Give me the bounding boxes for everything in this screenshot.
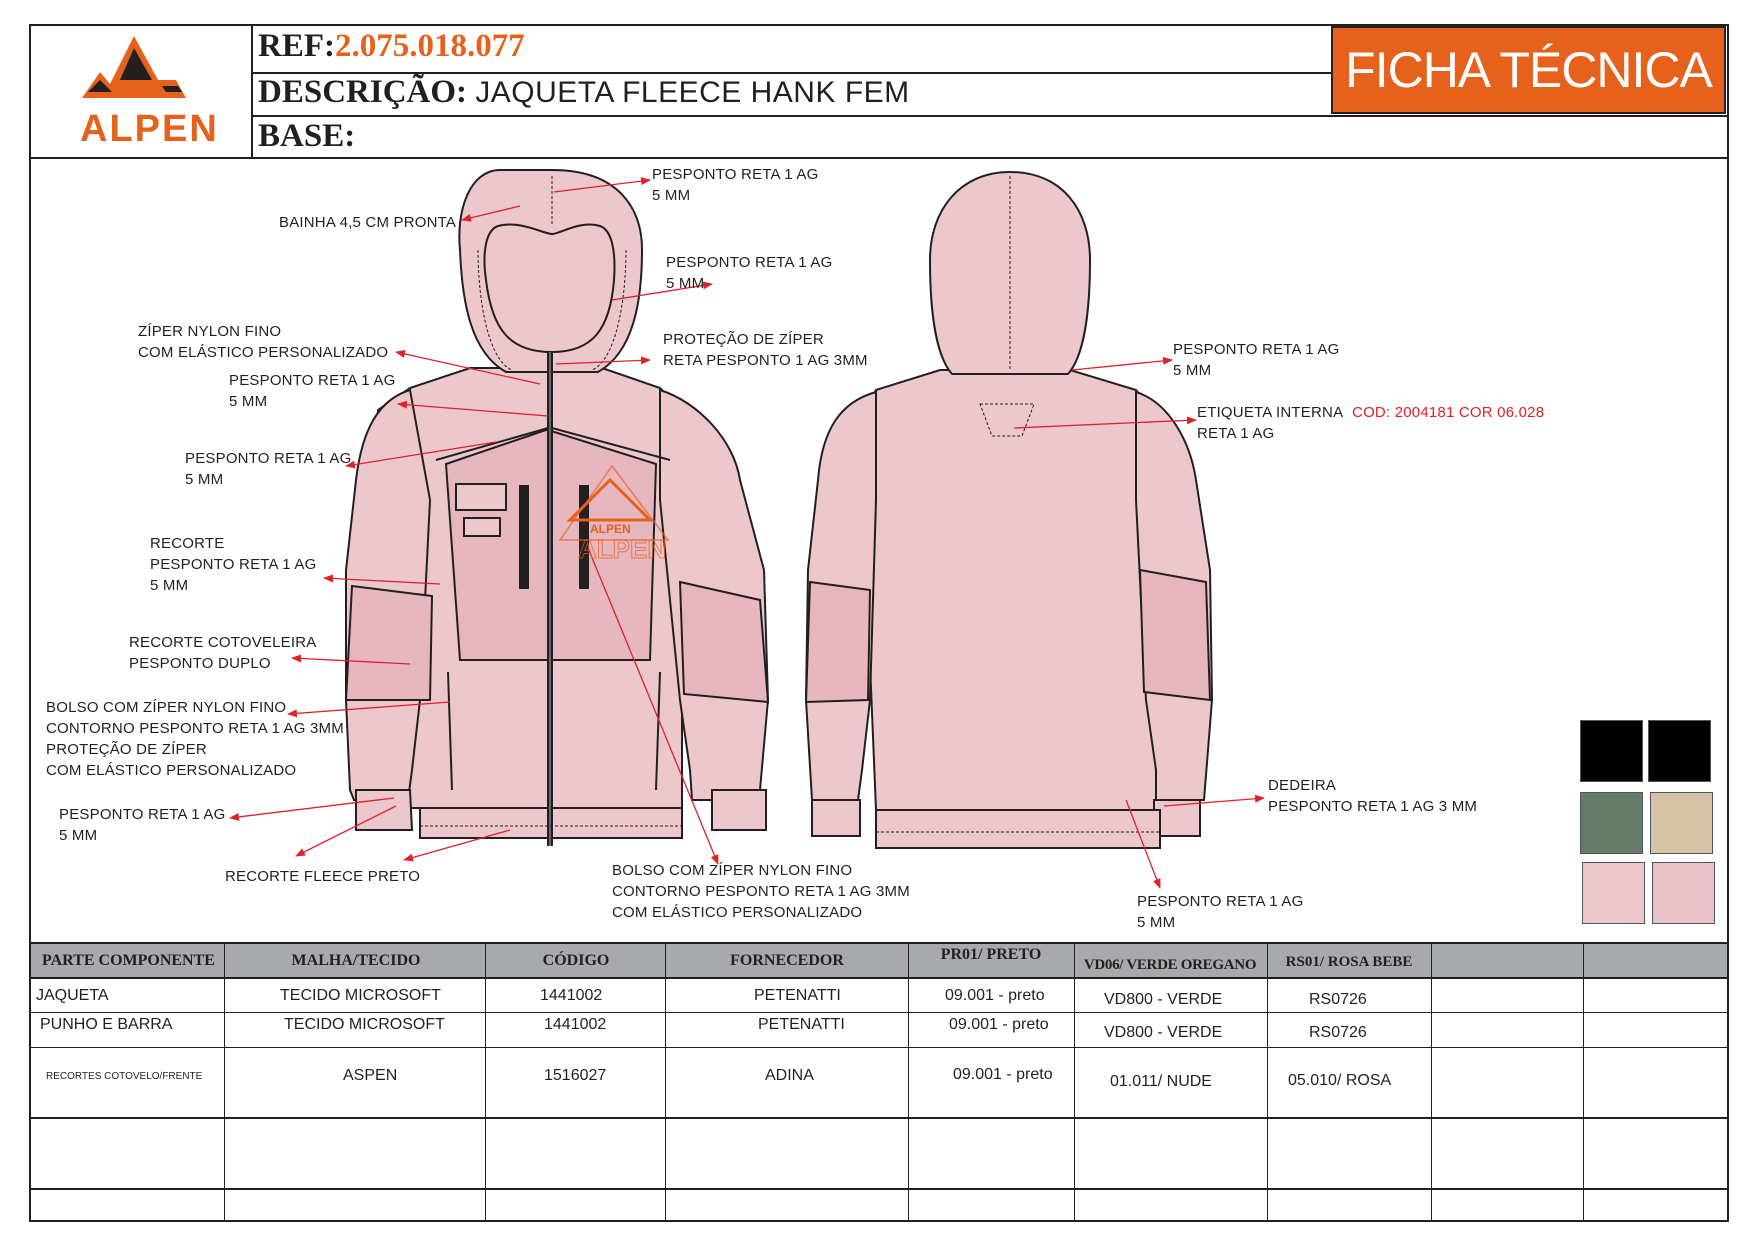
cell-r3-malha: ASPEN: [343, 1067, 398, 1084]
ref-label: REF:: [258, 28, 335, 64]
swatch-rosa-2: [1652, 862, 1715, 924]
annotation-bainha: BAINHA 4,5 CM PRONTA: [279, 214, 457, 231]
cell-r1-preto: 09.001 - preto: [945, 987, 1045, 1004]
description-label: DESCRIÇÃO:: [258, 74, 468, 110]
table-border-bottom: [29, 1220, 1729, 1222]
annotation-zipper: ZÍPER NYLON FINO COM ELÁSTICO PERSONALIZADO: [138, 323, 389, 361]
back-right-elbow-patch: [1140, 570, 1210, 700]
cell-r3-codigo: 1516027: [544, 1067, 607, 1084]
cell-r3-rosa: 05.010/ ROSA: [1288, 1072, 1392, 1089]
front-hood-opening: [485, 225, 615, 352]
annotation-thumbhole: DEDEIRA PESPONTO RETA 1 AG 3 MM: [1268, 777, 1478, 815]
swatch-preto-2: [1648, 720, 1711, 782]
annotation-chest-pocket: BOLSO COM ZÍPER NYLON FINO CONTORNO PESPONTO RETA 1 AG 3MM COM ELÁSTICO PERSONALIZADO: [612, 862, 910, 921]
annotation-back-hood-seam: PESPONTO RETA 1 AG 5 MM: [1173, 341, 1340, 379]
th-pr01-preto: PR01/ PRETO: [940, 946, 1042, 963]
front-right-cuff: [712, 790, 766, 830]
annotation-inner-label: ETIQUETA INTERNA COD: 2004181 COR 06.028 RETA 1 AG: [1197, 404, 1545, 442]
annotation-back-hem: PESPONTO RETA 1 AG 5 MM: [1137, 893, 1304, 931]
cell-r3-parte: RECORTES COTOVELO/FRENTE: [46, 1071, 203, 1082]
cell-r3-preto: 09.001 - preto: [953, 1066, 1053, 1083]
cell-r2-fornecedor: PETENATTI: [758, 1016, 845, 1033]
annotation-recorte: RECORTE PESPONTO RETA 1 AG 5 MM: [150, 535, 317, 594]
cell-r1-codigo: 1441002: [540, 987, 603, 1004]
cell-r2-codigo: 1441002: [544, 1016, 607, 1033]
cell-r2-malha: TECIDO MICROSOFT: [284, 1016, 445, 1033]
base-label: BASE:: [258, 118, 356, 154]
cell-r1-malha: TECIDO MICROSOFT: [280, 987, 441, 1004]
th-vd06-verde: VD06/ VERDE OREGANO: [1083, 957, 1257, 973]
description-value: JAQUETA FLEECE HANK FEM: [475, 76, 910, 109]
cell-r2-preto: 09.001 - preto: [949, 1016, 1049, 1033]
annotation-hood-seam: PESPONTO RETA 1 AG 5 MM: [652, 166, 819, 204]
ref-value: 2.075.018.077: [335, 28, 525, 64]
swatch-verde: [1580, 792, 1643, 854]
cell-r1-fornecedor: PETENATTI: [754, 987, 841, 1004]
materials-table: [29, 942, 1729, 1222]
cell-r2-parte: PUNHO E BARRA: [40, 1016, 173, 1033]
back-hem-band: [876, 810, 1160, 848]
cell-r2-rosa: RS0726: [1309, 1024, 1367, 1041]
cell-r3-verde: 01.011/ NUDE: [1110, 1073, 1212, 1090]
swatch-nude: [1650, 792, 1713, 854]
th-parte-componente: PARTE COMPONENTE: [42, 952, 215, 969]
chest-logo-watermark: ALPEN: [578, 534, 667, 564]
cell-r1-rosa: RS0726: [1309, 991, 1367, 1008]
annotation-side-pocket: BOLSO COM ZÍPER NYLON FINO CONTORNO PESPONTO RETA 1 AG 3MM PROTEÇÃO DE ZÍPER COM ELÁSTICO PERSONALIZADO: [46, 699, 344, 779]
front-left-cuff: [356, 790, 412, 830]
brand-name: ALPEN: [80, 108, 219, 150]
cell-r1-verde: VD800 - VERDE: [1104, 991, 1223, 1008]
front-right-elbow-patch: [680, 582, 768, 702]
th-fornecedor: FORNECEDOR: [730, 952, 844, 969]
annotation-shoulder-seam: PESPONTO RETA 1 AG 5 MM: [229, 372, 396, 410]
annotation-fleece-recorte: RECORTE FLEECE PRETO: [225, 868, 421, 885]
front-left-elbow-patch: [346, 586, 432, 700]
swatch-rosa-1: [1582, 862, 1645, 924]
ficha-tecnica-title: FICHA TÉCNICA: [1345, 42, 1712, 98]
annotation-cuff-seam: PESPONTO RETA 1 AG 5 MM: [59, 806, 226, 844]
annotation-hood-side: PESPONTO RETA 1 AG 5 MM: [666, 254, 833, 292]
back-left-cuff: [812, 800, 860, 836]
back-jacket: [806, 172, 1212, 848]
th-rs01-rosa: RS01/ ROSA BEBE: [1285, 954, 1413, 970]
cell-r1-parte: JAQUETA: [36, 987, 109, 1004]
cell-r3-fornecedor: ADINA: [765, 1067, 814, 1084]
swatch-preto-1: [1580, 720, 1643, 782]
th-codigo: CÓDIGO: [542, 952, 610, 969]
table-border-left: [29, 942, 31, 1222]
annotation-yoke-seam: PESPONTO RETA 1 AG 5 MM: [185, 450, 352, 488]
annotation-zipper-protection: PROTEÇÃO DE ZÍPER RETA PESPONTO 1 AG 3MM: [663, 331, 868, 369]
chest-logo-text: ALPEN: [590, 522, 631, 536]
th-malha-tecido: MALHA/TECIDO: [291, 952, 421, 969]
table-border-right: [1727, 942, 1729, 1222]
back-left-elbow-patch: [806, 582, 870, 702]
cell-r2-verde: VD800 - VERDE: [1104, 1024, 1223, 1041]
annotation-elbow-patch: RECORTE COTOVELEIRA PESPONTO DUPLO: [129, 634, 317, 672]
